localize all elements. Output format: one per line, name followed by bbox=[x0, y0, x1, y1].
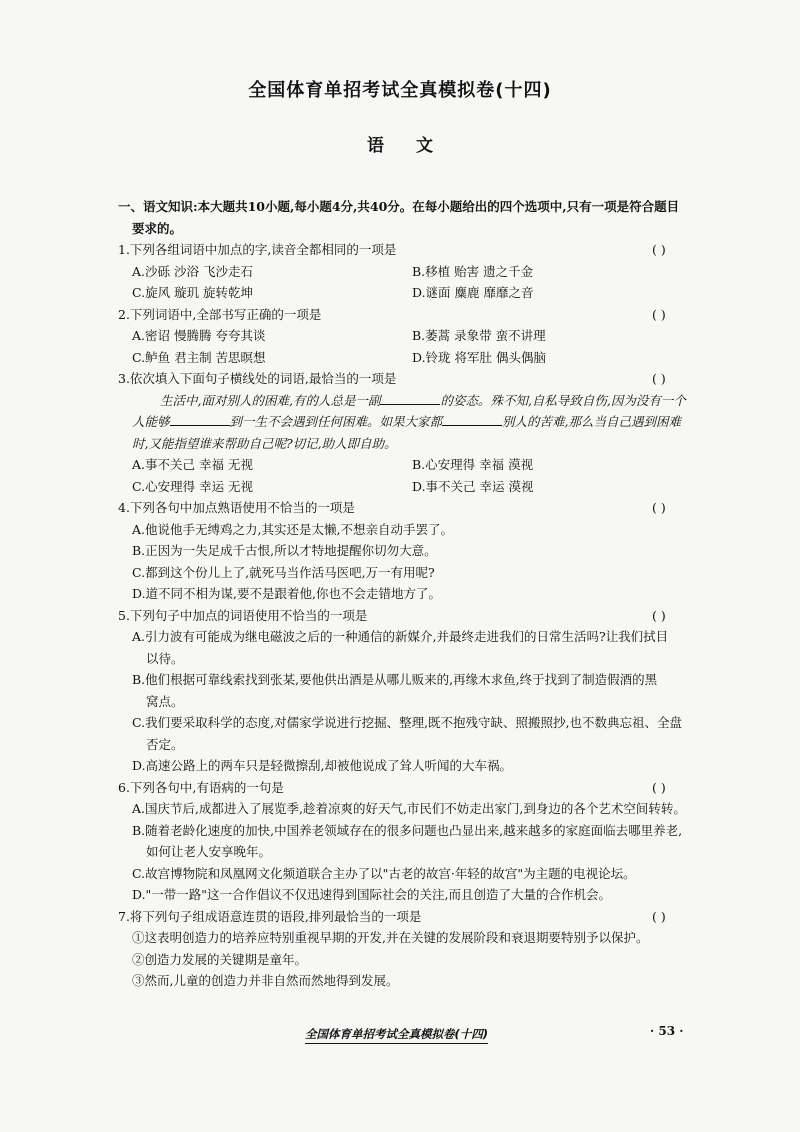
passage-text: 生活中,面对别人的困难,有的人总是一副 bbox=[160, 392, 381, 408]
option-c: C.故宫博物院和凤凰网文化频道联合主办了以"古老的故宫·年轻的故宫"为主题的电视论坛。 bbox=[132, 865, 636, 881]
fill-blank bbox=[442, 413, 502, 426]
answer-paren: ( ) bbox=[652, 779, 666, 795]
options-row bbox=[118, 476, 698, 498]
question-6 bbox=[118, 777, 698, 799]
option-b: B.萎蒿 录象带 蛮不讲理 bbox=[412, 328, 546, 343]
answer-paren: ( ) bbox=[652, 242, 666, 257]
question-stem: 2.下列词语中,全部书写正确的一项是 bbox=[118, 306, 322, 322]
option-d: D.事不关己 幸运 漠视 bbox=[412, 478, 534, 494]
answer-paren: ( ) bbox=[652, 371, 666, 386]
option-a-cont: 以待。 bbox=[146, 650, 184, 666]
option-a: A.他说他手无缚鸡之力,其实还是太懒,不想亲自动手罢了。 bbox=[132, 521, 453, 537]
option-a: A.事不关己 幸福 无视 bbox=[132, 457, 253, 472]
section-heading: 一、语文知识:本大题共10小题,每小题4分,共40分。在每小题给出的四个选项中,只有一项是符合题目 bbox=[118, 199, 680, 214]
passage-line-3: 时,又能指望谁来帮助自己呢?切记,助人即自助。 bbox=[132, 435, 397, 451]
option-c: C.旋风 璇玑 旋转乾坤 bbox=[132, 285, 254, 300]
sentence-3: ③然而,儿童的创造力并非自然而然地得到发展。 bbox=[132, 973, 399, 988]
option-d: D.高速公路上的两车只是轻微擦刮,却被他说成了耸人听闻的大车祸。 bbox=[132, 758, 513, 773]
question-2 bbox=[118, 304, 698, 326]
section-heading-cont: 要求的。 bbox=[132, 220, 183, 236]
answer-paren: ( ) bbox=[652, 607, 666, 623]
option-a: A.沙砾 沙浴 飞沙走石 bbox=[132, 263, 253, 279]
question-stem: 3.依次填入下面句子横线处的词语,最恰当的一项是 bbox=[118, 371, 397, 386]
question-4 bbox=[118, 497, 698, 519]
question-stem: 5.下列句子中加点的词语使用不恰当的一项是 bbox=[118, 607, 368, 623]
sentence-1: ①这表明创造力的培养应特别重视早期的开发,并在关键的发展阶段和衰退期要特别予以保护。 bbox=[132, 930, 649, 945]
answer-paren: ( ) bbox=[652, 908, 666, 924]
option-a: A.引力波有可能成为继电磁波之后的一种通信的新媒介,并最终走进我们的日常生活吗?让我们拭目 bbox=[132, 629, 669, 644]
option-c: C.我们要采取科学的态度,对儒家学说进行挖掘、整理,既不抱残守缺、照搬照抄,也不数典忘祖、全盘 bbox=[132, 715, 683, 730]
answer-paren: ( ) bbox=[652, 500, 666, 515]
option-a: A.密诏 慢腾腾 夸夸其谈 bbox=[132, 328, 266, 343]
fill-blank bbox=[380, 392, 440, 405]
fill-blank bbox=[170, 413, 230, 426]
subject-title: 语文 bbox=[367, 136, 465, 156]
options-row bbox=[118, 261, 698, 283]
option-b: B.正因为一失足成千古恨,所以才特地提醒你切勿大意。 bbox=[132, 543, 437, 558]
option-d: D."一带一路"这一合作倡议不仅迅速得到国际社会的关注,而且创造了大量的合作机会。 bbox=[132, 887, 612, 902]
option-b: B.他们根据可靠线索找到张某,要他供出酒是从哪儿贩来的,再缘木求鱼,终于找到了制造假酒的黑 bbox=[132, 672, 658, 687]
answer-paren: ( ) bbox=[652, 306, 666, 322]
question-stem: 4.下列各句中加点熟语使用不恰当的一项是 bbox=[118, 500, 355, 515]
options-row bbox=[118, 454, 698, 476]
option-b-cont: 窝点。 bbox=[146, 693, 184, 709]
exam-content bbox=[118, 196, 698, 992]
exam-title: 全国体育单招考试全真模拟卷(十四) bbox=[248, 80, 552, 101]
passage-text: 别人的苦难,那么当自己遇到困难 bbox=[502, 414, 682, 429]
option-b-cont: 如何让老人安享晚年。 bbox=[146, 844, 272, 859]
question-3 bbox=[118, 368, 698, 390]
option-c: C.鲈鱼 君主制 苦思暝想 bbox=[132, 349, 266, 365]
option-a: A.国庆节后,成都进入了展览季,趁着凉爽的好天气,市民们不妨走出家门,到身边的各个艺术空间转转。 bbox=[132, 801, 686, 816]
question-7 bbox=[118, 906, 698, 928]
option-b: B.移植 贻害 遗之千金 bbox=[412, 263, 534, 279]
question-5 bbox=[118, 605, 698, 627]
option-d: D.道不同不相为谋,要不是跟着他,你也不会走错地方了。 bbox=[132, 586, 441, 601]
sentence-2: ②创造力发展的关键期是童年。 bbox=[132, 951, 308, 967]
option-c-cont: 否定。 bbox=[146, 736, 184, 752]
option-b: B.心安理得 幸福 漠视 bbox=[412, 457, 534, 472]
option-c: C.心安理得 幸运 无视 bbox=[132, 478, 254, 494]
passage-text: 的姿态。殊不知,自私导致自伤,因为没有一个 bbox=[440, 392, 686, 408]
passage-text: 到一生不会遇到任何困难。如果大家都 bbox=[229, 414, 443, 429]
question-1 bbox=[118, 239, 698, 261]
page-number: · 53 · bbox=[650, 1024, 684, 1038]
options-row bbox=[118, 282, 698, 304]
option-b: B.随着老龄化速度的加快,中国养老领域存在的很多问题也凸显出来,越来越多的家庭面临去哪里养老, bbox=[132, 822, 683, 838]
passage-line-2 bbox=[118, 411, 698, 433]
options-row bbox=[118, 347, 698, 369]
options-row bbox=[118, 325, 698, 347]
option-d: D.谜面 麋鹿 靡靡之音 bbox=[412, 285, 534, 300]
option-d: D.铃珑 将军肚 偶头偶脑 bbox=[412, 349, 546, 365]
footer-title: 全国体育单招考试全真模拟卷(十四) bbox=[305, 1026, 488, 1044]
option-c: C.都到这个份儿上了,就死马当作活马医吧,万一有用呢? bbox=[132, 564, 435, 580]
passage-text: 人能够 bbox=[132, 414, 170, 429]
question-stem: 1.下列各组词语中加点的字,读音全都相同的一项是 bbox=[118, 242, 397, 257]
question-stem: 7.将下列句子组成语意连贯的语段,排列最恰当的一项是 bbox=[118, 908, 422, 924]
passage-line-1 bbox=[118, 390, 698, 412]
question-stem: 6.下列各句中,有语病的一句是 bbox=[118, 779, 284, 795]
